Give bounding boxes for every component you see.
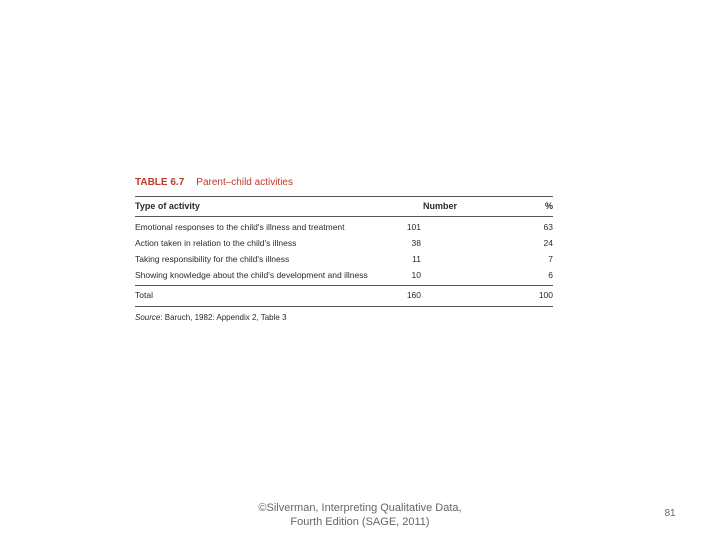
source-text: : Baruch, 1982: Appendix 2, Table 3 <box>160 313 287 322</box>
total-label: Total <box>135 290 153 300</box>
cell-percent: 7 <box>548 254 553 264</box>
source-label: Source <box>135 313 161 322</box>
footer-line-2: Fourth Edition (SAGE, 2011) <box>290 516 430 528</box>
data-table <box>135 176 553 323</box>
footer-line-1: ©Silverman, Interpreting Qualitative Data, <box>258 502 462 514</box>
cell-activity: Action taken in relation to the child's illness <box>135 238 297 248</box>
cell-number: 38 <box>411 238 421 248</box>
table-row <box>135 253 553 269</box>
table-row <box>135 237 553 253</box>
table-title <box>135 176 553 190</box>
total-row <box>135 286 553 306</box>
table-row <box>135 269 553 285</box>
bottom-rule <box>135 306 553 307</box>
cell-activity: Showing knowledge about the child's development and illness <box>135 270 368 280</box>
table-name: Parent–child activities <box>196 177 293 188</box>
header-activity: Type of activity <box>135 201 200 211</box>
table-row <box>135 217 553 237</box>
cell-number: 11 <box>412 254 421 264</box>
cell-percent: 6 <box>548 270 553 280</box>
table-label: TABLE 6.7 <box>135 177 185 188</box>
table-header-row <box>135 197 553 216</box>
cell-percent: 63 <box>543 222 553 232</box>
header-number: Number <box>422 201 457 211</box>
cell-activity: Emotional responses to the child's illness and treatment <box>135 222 345 232</box>
cell-activity: Taking responsibility for the child's illness <box>135 254 290 264</box>
cell-number: 101 <box>406 222 421 232</box>
cell-number: 10 <box>411 270 421 280</box>
cell-percent: 24 <box>543 238 553 248</box>
slide-footer <box>210 501 510 529</box>
header-percent: % <box>544 201 553 211</box>
page-number: 81 <box>664 508 676 519</box>
total-number: 160 <box>406 290 421 300</box>
total-percent: 100 <box>538 290 553 300</box>
table-source <box>135 312 553 323</box>
